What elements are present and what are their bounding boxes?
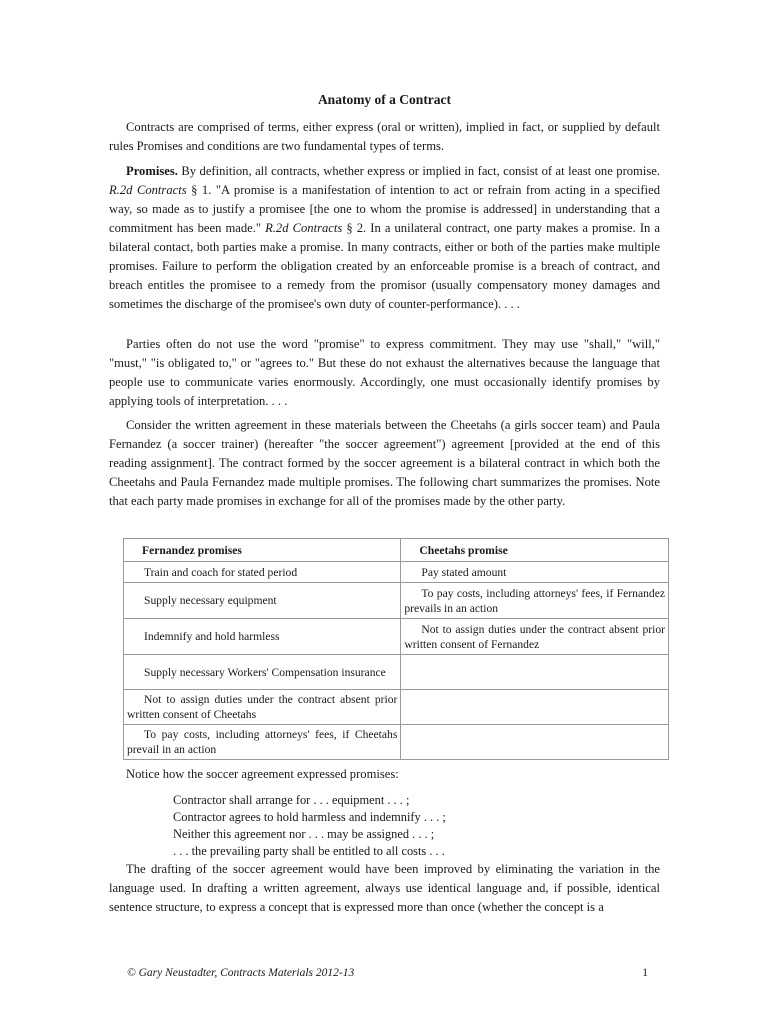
table-row (124, 619, 669, 655)
table-cell: To pay costs, including attorneys' fees, if Fernandez prevails in an action (401, 583, 669, 619)
notice-line: Notice how the soccer agreement expressed promises: (126, 767, 399, 781)
paragraph-drafting: The drafting of the soccer agreement would have been improved by eliminating the variation in the language used. In drafting a written agreement, always use identical language and, if possible, identical sentence structure, to express a concept that is expressed more than once (whether the concept is a (109, 862, 660, 914)
table-cell: Not to assign duties under the contract absent prior written consent of Cheetahs (124, 690, 401, 725)
footer-copyright: © Gary Neustadter, Contracts Materials 2012-13 (127, 967, 355, 979)
page-number: 1 (642, 967, 648, 979)
table-cell: To pay costs, including attorneys' fees, if Cheetahs prevail in an action (124, 725, 401, 760)
table-header-cheetahs: Cheetahs promise (401, 539, 669, 562)
promises-table (123, 538, 669, 760)
quote-line: Contractor shall arrange for . . . equipment . . . ; (173, 793, 410, 807)
promises-text-c: § 2. In a unilateral contract, one party makes a promise. In a bilateral contact, both parties make a promise. In many contracts, either or both of the parties make multiple promises. Failure to perform the obligation created by an enforceable promise is a breach of contract, and breach entitles the promisee to a remedy from the promisor (usually compensatory money damages and sometimes the discharge of the promisee's own duty of counter-performance). . . . (109, 221, 661, 311)
table-row (124, 562, 669, 583)
paragraph-commitment-words: Parties often do not use the word "promise" to express commitment. They may use "shall," "will," "must," "is obligated to," or "agrees to." But these do not exhaust the alternatives because the language that people use to communicate varies enormously. Accordingly, one must occasionally identify promises by applying tools of interpretation. . . . (109, 337, 660, 408)
paragraph-promises (109, 162, 660, 314)
citation-2: R.2d Contracts (265, 221, 343, 235)
quote-line: . . . the prevailing party shall be entitled to all costs . . . (173, 844, 445, 858)
paragraph-soccer-agreement: Consider the written agreement in these materials between the Cheetahs (a girls soccer team) and Paula Fernandez (a soccer trainer) (hereafter "the soccer agreement") agreement [provided at the end of this reading assignment]. The contract formed by the soccer agreement is a bilateral contract in which both the Cheetahs and Paula Fernandez made multiple promises. The following chart summarizes the promises. Note that each party made promises in exchange for all of the promises made by the other party. (109, 418, 660, 508)
table-row (124, 725, 669, 760)
promises-heading: Promises. (126, 164, 178, 178)
promises-text-a: By definition, all contracts, whether express or implied in fact, consist of at least one promise. (177, 164, 660, 178)
citation-1: R.2d Contracts (109, 183, 187, 197)
table-cell: Supply necessary Workers' Compensation insurance (124, 655, 401, 690)
table-cell: Supply necessary equipment (124, 583, 401, 619)
table-header-row (124, 539, 669, 562)
table-cell: Pay stated amount (401, 562, 669, 583)
table-cell: Not to assign duties under the contract absent prior written consent of Fernandez (401, 619, 669, 655)
table-cell (401, 655, 669, 690)
table-row (124, 583, 669, 619)
table-cell (401, 690, 669, 725)
table-row (124, 655, 669, 690)
table-row (124, 690, 669, 725)
table-cell: Indemnify and hold harmless (124, 619, 401, 655)
quoted-promises (173, 792, 653, 860)
promises-text-b: § 1. "A promise is a manifestation of intention to act or refrain from acting in a specified way, so made as to justify a promisee [the one to whom the promise is addressed] in understanding that a commitment has been made." (109, 183, 660, 235)
table-cell: Train and coach for stated period (124, 562, 401, 583)
table-header-fernandez: Fernandez promises (124, 539, 401, 562)
quote-line: Contractor agrees to hold harmless and indemnify . . . ; (173, 810, 446, 824)
document-title: Anatomy of a Contract (317, 92, 452, 107)
paragraph-intro: Contracts are comprised of terms, either express (oral or written), implied in fact, or supplied by default rules Promises and conditions are two fundamental types of terms. (109, 120, 660, 153)
page-footer (127, 965, 648, 981)
table-cell (401, 725, 669, 760)
quote-line: Neither this agreement nor . . . may be assigned . . . ; (173, 827, 435, 841)
